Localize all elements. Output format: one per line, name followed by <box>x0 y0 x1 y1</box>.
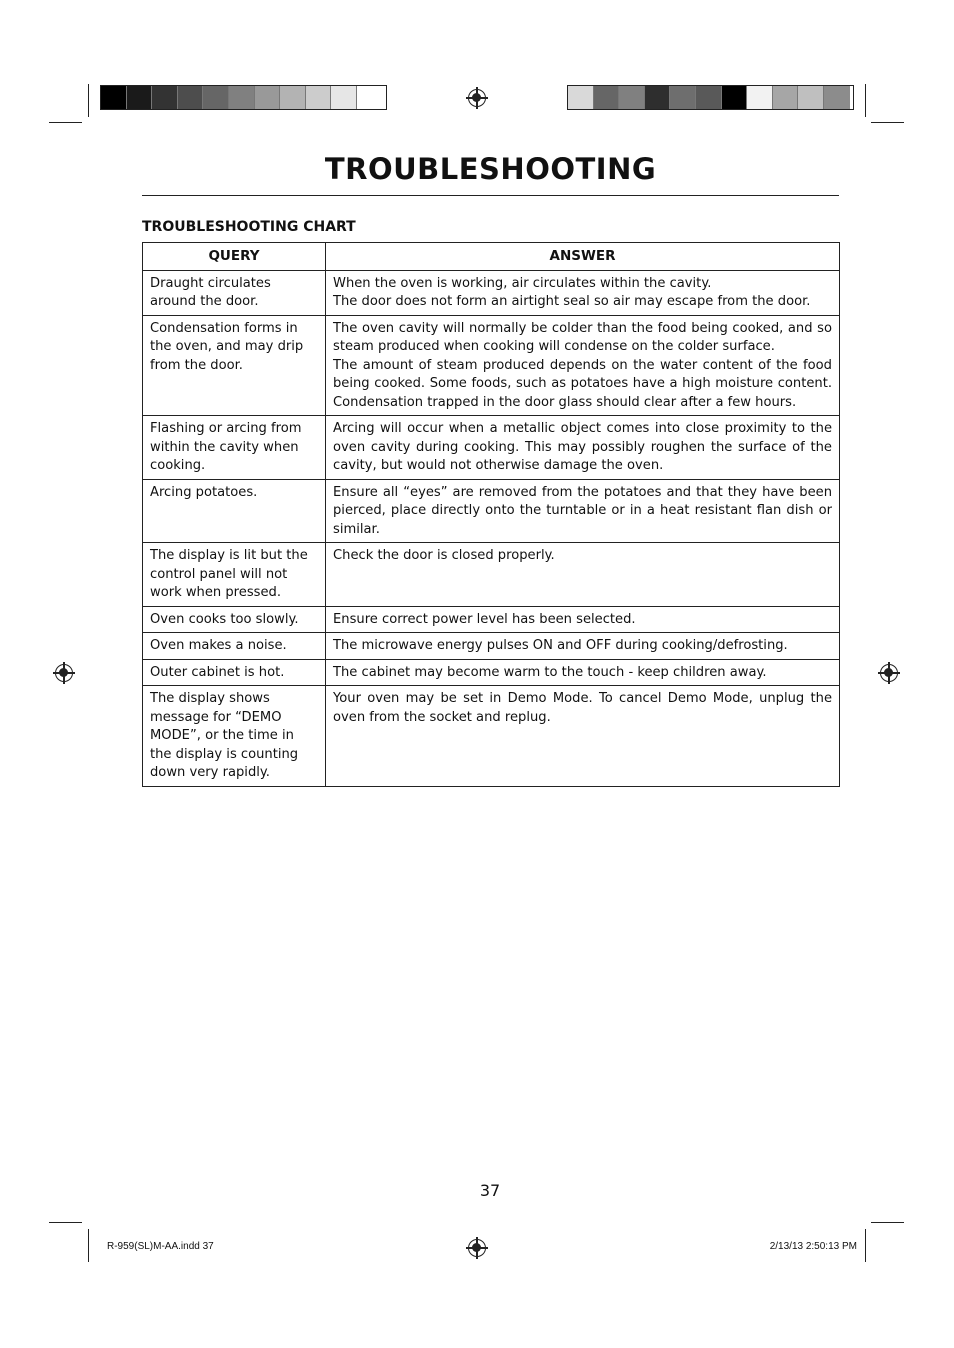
answer-text: The door does not form an airtight seal so air may escape from the door. <box>333 294 811 309</box>
answer-cell <box>326 416 840 480</box>
registration-mark-icon <box>880 664 898 682</box>
color-swatch <box>722 86 748 109</box>
color-swatch <box>229 86 255 109</box>
page-title: TROUBLESHOOTING <box>324 152 657 186</box>
footer-file-name: R-959(SL)M-AA.indd 37 <box>107 1241 214 1252</box>
crop-mark <box>49 122 82 123</box>
answer-text: The cabinet may become warm to the touch - keep children away. <box>333 664 767 680</box>
registration-mark-icon <box>468 89 486 107</box>
column-header-query: QUERY <box>143 243 326 271</box>
table-row <box>143 543 840 607</box>
crop-mark <box>88 84 89 117</box>
table-row <box>143 686 840 787</box>
query-cell: Oven makes a noise. <box>143 633 326 660</box>
color-swatch <box>568 86 594 109</box>
answer-text: Ensure correct power level has been selected. <box>333 611 636 627</box>
answer-cell <box>326 633 840 660</box>
color-swatch <box>203 86 229 109</box>
color-swatch <box>619 86 645 109</box>
answer-text: The amount of steam produced depends on the water content of the food being cooked. Some foods, such as potatoes have a high moisture content. Condensation trapped in the door glass should clear after a few hours. <box>333 357 832 410</box>
color-swatch <box>594 86 620 109</box>
color-swatch <box>178 86 204 109</box>
color-swatch <box>255 86 281 109</box>
color-swatch <box>306 86 332 109</box>
color-swatch <box>747 86 773 109</box>
answer-cell <box>326 543 840 607</box>
crop-mark <box>865 84 866 117</box>
query-cell: Condensation forms in the oven, and may drip from the door. <box>143 315 326 416</box>
answer-text: Ensure all “eyes” are removed from the potatoes and that they have been pierced, place directly onto the turntable or in a heat resistant flan dish or similar. <box>333 484 832 537</box>
color-swatch <box>696 86 722 109</box>
table-header-row <box>143 243 840 271</box>
registration-mark-icon <box>55 664 73 682</box>
color-bar-right <box>567 85 854 110</box>
column-header-answer: ANSWER <box>326 243 840 271</box>
color-swatch <box>773 86 799 109</box>
title-rule <box>142 195 839 196</box>
color-swatch <box>824 86 850 109</box>
color-swatch <box>357 86 383 109</box>
table-row <box>143 633 840 660</box>
table-row <box>143 315 840 416</box>
answer-cell <box>326 479 840 543</box>
color-swatch <box>670 86 696 109</box>
answer-cell <box>326 606 840 633</box>
color-bar-left <box>100 85 387 110</box>
table-row <box>143 606 840 633</box>
crop-mark <box>865 1229 866 1262</box>
crop-mark <box>49 1222 82 1223</box>
answer-text: The oven cavity will normally be colder than the food being cooked, and so steam produced when cooking will condense on the colder surface. <box>333 320 832 354</box>
answer-cell <box>326 315 840 416</box>
answer-text: When the oven is working, air circulates within the cavity. <box>333 275 712 291</box>
query-cell: Flashing or arcing from within the cavity when cooking. <box>143 416 326 480</box>
table-row <box>143 659 840 686</box>
registration-mark-icon <box>468 1239 486 1257</box>
answer-cell <box>326 659 840 686</box>
answer-text: Check the door is closed properly. <box>333 548 555 563</box>
table-row <box>143 416 840 480</box>
answer-text: The microwave energy pulses ON and OFF during cooking/defrosting. <box>333 638 788 653</box>
crop-mark <box>88 1229 89 1262</box>
chart-heading: TROUBLESHOOTING CHART <box>142 219 356 235</box>
color-swatch <box>645 86 671 109</box>
color-swatch <box>798 86 824 109</box>
answer-cell <box>326 686 840 787</box>
color-swatch <box>152 86 178 109</box>
page-number: 37 <box>479 1181 501 1200</box>
color-swatch <box>280 86 306 109</box>
crop-mark <box>871 1222 904 1223</box>
table-row <box>143 270 840 315</box>
query-cell: The display shows message for “DEMO MODE”, or the time in the display is counting down very rapidly. <box>143 686 326 787</box>
troubleshooting-table <box>142 242 840 787</box>
crop-mark <box>871 122 904 123</box>
answer-text: Arcing will occur when a metallic object comes into close proximity to the oven cavity during cooking. This may possibly roughen the surface of the cavity, but would not otherwise damage the oven. <box>333 421 832 473</box>
color-swatch <box>127 86 153 109</box>
color-swatch <box>331 86 357 109</box>
color-swatch <box>101 86 127 109</box>
query-cell: The display is lit but the control panel will not work when pressed. <box>143 543 326 607</box>
footer-timestamp: 2/13/13 2:50:13 PM <box>769 1241 857 1252</box>
table-row <box>143 479 840 543</box>
query-cell: Draught circulates around the door. <box>143 270 326 315</box>
query-cell: Arcing potatoes. <box>143 479 326 543</box>
answer-text: Your oven may be set in Demo Mode. To cancel Demo Mode, unplug the oven from the socket and replug. <box>333 691 832 725</box>
answer-cell <box>326 270 840 315</box>
query-cell: Outer cabinet is hot. <box>143 659 326 686</box>
query-cell: Oven cooks too slowly. <box>143 606 326 633</box>
